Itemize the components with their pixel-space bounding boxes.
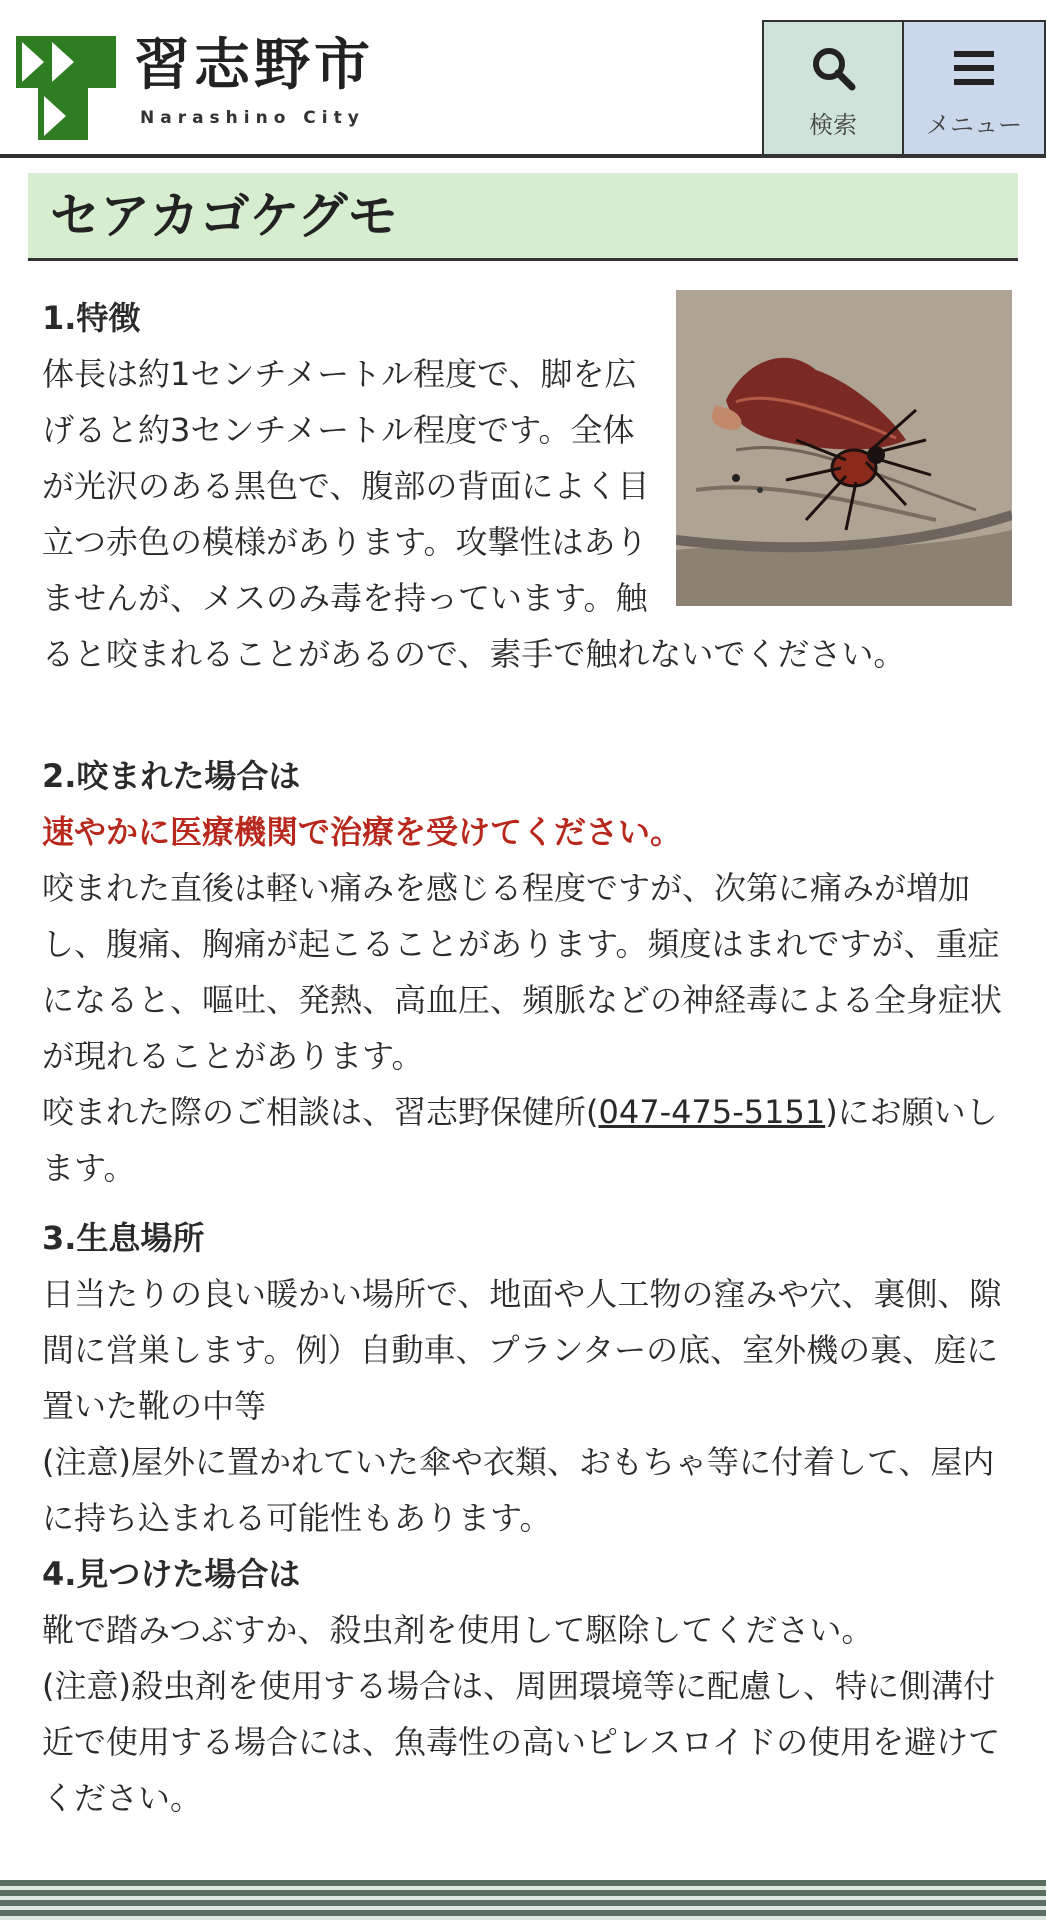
section-2-text: 咬まれた直後は軽い痛みを感じる程度ですが、次第に痛みが増加し、腹痛、胸痛が起こることがあります。頻度はまれですが、重症になると、嘔吐、発熱、高血圧、頻脈などの神経毒による全身症状が現れることがあります。	[42, 869, 1003, 1075]
site-header	[0, 0, 1046, 158]
section-2-heading: 2.咬まれた場合は	[42, 757, 301, 795]
site-title[interactable]: 習志野市	[134, 33, 374, 98]
section-3-note: (注意)屋外に置かれていた傘や衣類、おもちゃ等に付着して、屋内に持ち込まれる可能性もあります。	[42, 1443, 995, 1537]
search-button[interactable]	[762, 20, 904, 154]
phone-link[interactable]: 047-475-5151	[598, 1093, 826, 1131]
section-2-contact	[42, 1084, 1012, 1196]
page-title-band	[28, 173, 1018, 261]
section-1-heading: 1.特徴	[42, 299, 141, 337]
site-subtitle: Narashino City	[140, 108, 365, 128]
hamburger-menu-icon	[949, 43, 999, 93]
section-2-alert: 速やかに医療機関で治療を受けてください。	[42, 813, 683, 851]
section-3-heading: 3.生息場所	[42, 1219, 205, 1257]
menu-button[interactable]	[902, 20, 1046, 154]
spider-photo	[676, 290, 1012, 606]
search-label: 検索	[809, 110, 857, 139]
contact-suffix: )にお願いします。	[42, 1093, 998, 1187]
bottom-stripe-bar	[0, 1880, 1046, 1920]
narashino-logo-icon[interactable]	[16, 36, 116, 140]
contact-prefix: 咬まれた際のご相談は、習志野保健所(	[42, 1093, 599, 1131]
spider-photo-illustration	[676, 290, 1012, 606]
section-4-text: 靴で踏みつぶすか、殺虫剤を使用して駆除してください。	[42, 1611, 874, 1649]
section-1-text: 体長は約1センチメートル程度で、脚を広げると約3センチメートル程度です。全体が光沢のある黒色で、腹部の背面によく目立つ赤色の模様があります。攻撃性はありませんが、メスのみ毒を持っています。触ると咬まれることがあるので、素手で触れないでください。	[42, 355, 906, 673]
section-4-heading: 4.見つけた場合は	[42, 1555, 301, 1593]
main-content	[42, 290, 1012, 1826]
page-title: セアカゴケグモ	[50, 187, 398, 245]
menu-label: メニュー	[926, 110, 1022, 139]
search-icon	[808, 43, 858, 93]
section-3-text: 日当たりの良い暖かい場所で、地面や人工物の窪みや穴、裏側、隙間に営巣します。例）自動車、プランターの底、室外機の裏、庭に置いた靴の中等	[42, 1275, 1002, 1425]
section-4-note: (注意)殺虫剤を使用する場合は、周囲環境等に配慮し、特に側溝付近で使用する場合には、魚毒性の高いピレスロイドの使用を避けてください。	[42, 1667, 1001, 1817]
